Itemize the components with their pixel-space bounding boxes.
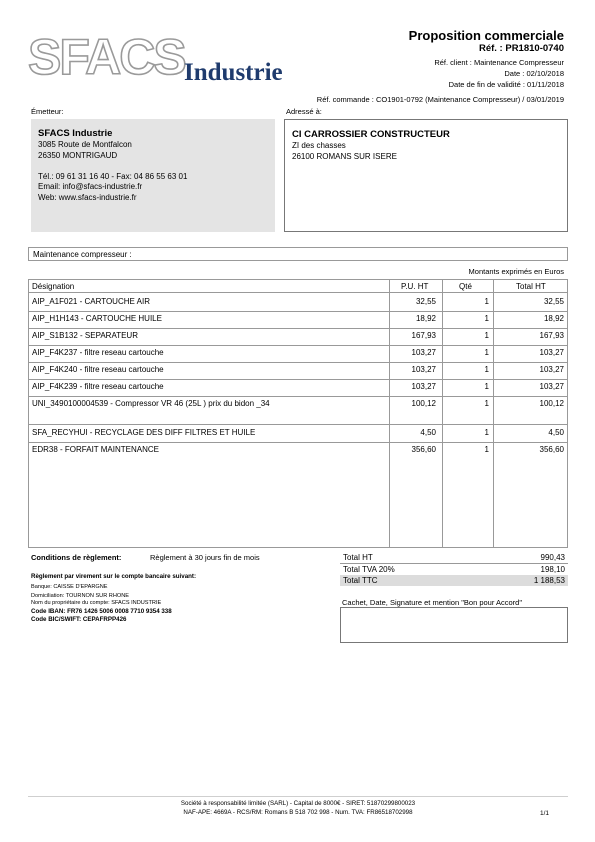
recipient-address-line1: ZI des chasses <box>292 141 346 150</box>
column-separator <box>389 280 390 547</box>
row-quantity: 1 <box>484 297 489 306</box>
row-unit-price: 18,92 <box>415 314 436 323</box>
bank-name: Banque: CAISSE D'EPARGNE <box>31 584 108 590</box>
company-logo <box>28 29 318 90</box>
total-ttc-label: Total TTC <box>343 576 378 585</box>
row-designation: UNI_3490100004539 - Compressor VR 46 (25L ) prix du bidon _34 <box>32 399 270 408</box>
row-quantity: 1 <box>484 314 489 323</box>
recipient-label: Adressé à: <box>286 107 322 116</box>
emitter-phone: Tél.: 09 61 31 16 40 - Fax: 04 86 55 63 01 <box>38 171 188 181</box>
footer-divider <box>28 796 568 797</box>
row-total: 103,27 <box>539 365 564 374</box>
total-tva-row <box>340 564 568 575</box>
total-ht-row <box>340 552 568 563</box>
row-unit-price: 32,55 <box>415 297 436 306</box>
iban-code: Code IBAN: FR76 1426 5006 0008 7710 9354 338 <box>31 608 172 615</box>
emitter-address-line2: 26350 MONTRIGAUD <box>38 150 118 160</box>
row-quantity: 1 <box>484 428 489 437</box>
row-divider <box>29 328 567 329</box>
emitter-block <box>31 119 275 232</box>
total-ht-label: Total HT <box>343 553 373 562</box>
header-total: Total HT <box>516 282 546 291</box>
payment-conditions-value: Règlement à 30 jours fin de mois <box>150 553 260 562</box>
recipient-address-line2: 26100 ROMANS SUR ISERE <box>292 151 397 161</box>
row-quantity: 1 <box>484 399 489 408</box>
row-total: 32,55 <box>543 297 564 306</box>
row-designation: AIP_F4K240 - filtre reseau cartouche <box>32 365 164 374</box>
signature-label: Cachet, Date, Signature et mention "Bon pour Accord" <box>342 598 523 607</box>
row-unit-price: 103,27 <box>411 365 436 374</box>
row-designation: AIP_F4K239 - filtre reseau cartouche <box>32 382 164 391</box>
bank-domiciliation: Domiciliation: TOURNON SUR RHONE <box>31 593 130 599</box>
row-total: 18,92 <box>543 314 564 323</box>
logo-sub-text: Industrie <box>184 59 283 86</box>
row-total: 4,50 <box>548 428 564 437</box>
column-separator <box>442 280 443 547</box>
page-number: 1/1 <box>539 810 549 817</box>
items-table <box>28 279 568 548</box>
header-designation: Désignation <box>32 282 75 291</box>
payment-conditions-label: Conditions de règlement: <box>31 553 122 562</box>
row-designation: AIP_A1F021 - CARTOUCHE AIR <box>32 297 150 306</box>
recipient-name: CI CARROSSIER CONSTRUCTEUR <box>292 129 450 140</box>
logo-brand-text: SFACS <box>28 29 185 85</box>
row-divider <box>29 345 567 346</box>
emitter-web: Web: www.sfacs-industrie.fr <box>38 193 137 203</box>
row-designation: AIP_S1B132 - SEPARATEUR <box>32 331 138 340</box>
client-reference: Réf. client : Maintenance Compresseur <box>434 58 564 67</box>
validity-date: Date de fin de validité : 01/11/2018 <box>448 80 564 89</box>
document-date: Date : 02/10/2018 <box>504 69 564 78</box>
row-total: 356,60 <box>539 445 564 454</box>
header-quantity: Qté <box>459 282 472 291</box>
row-total: 100,12 <box>539 399 564 408</box>
row-divider <box>29 424 567 425</box>
row-designation: SFA_RECYHUI - RECYCLAGE DES DIFF FILTRES ET HUILE <box>32 428 256 437</box>
row-divider <box>29 379 567 380</box>
row-divider <box>29 442 567 443</box>
total-ttc-row <box>340 575 568 586</box>
emitter-label: Émetteur: <box>31 107 64 116</box>
order-reference: Réf. commande : CO1901-0792 (Maintenance Compresseur) / 03/01/2019 <box>316 95 564 104</box>
row-quantity: 1 <box>484 331 489 340</box>
row-quantity: 1 <box>484 365 489 374</box>
row-designation: AIP_H1H143 - CARTOUCHE HUILE <box>32 314 162 323</box>
emitter-email: Email: info@sfacs-industrie.fr <box>38 182 143 192</box>
header-unit-price: P.U. HT <box>401 282 429 291</box>
row-divider <box>29 396 567 397</box>
footer-legal-line2: NAF-APE: 4669A - RCS/RM: Romans B 518 702 998 - Num. TVA: FR86518702998 <box>183 809 413 816</box>
subject-line: Maintenance compresseur : <box>28 247 568 261</box>
row-total: 167,93 <box>539 331 564 340</box>
row-divider <box>29 311 567 312</box>
table-header <box>29 280 567 293</box>
emitter-name: SFACS Industrie <box>38 128 113 139</box>
row-unit-price: 4,50 <box>420 428 436 437</box>
document-reference: Réf. : PR1810-0740 <box>478 43 564 54</box>
row-designation: EDR38 - FORFAIT MAINTENANCE <box>32 445 159 454</box>
bic-code: Code BIC/SWIFT: CEPAFRPP426 <box>31 616 127 623</box>
row-unit-price: 103,27 <box>411 348 436 357</box>
row-quantity: 1 <box>484 348 489 357</box>
column-separator <box>493 280 494 547</box>
footer-legal-line1: Société à responsabilité limitée (SARL) - Capital de 8000€ - SIRET: 51870299800023 <box>180 800 416 807</box>
row-total: 103,27 <box>539 382 564 391</box>
row-unit-price: 100,12 <box>411 399 436 408</box>
signature-box[interactable] <box>340 607 568 643</box>
document-title: Proposition commerciale <box>408 28 564 43</box>
row-designation: AIP_F4K237 - filtre reseau cartouche <box>32 348 164 357</box>
row-unit-price: 167,93 <box>411 331 436 340</box>
emitter-address-line1: 3085 Route de Montfalcon <box>38 140 132 149</box>
total-ttc-value: 1 188,53 <box>533 576 565 585</box>
currency-note: Montants exprimés en Euros <box>468 267 564 276</box>
total-tva-value: 198,10 <box>540 565 565 574</box>
row-quantity: 1 <box>484 382 489 391</box>
row-unit-price: 103,27 <box>411 382 436 391</box>
row-unit-price: 356,60 <box>411 445 436 454</box>
total-ht-value: 990,43 <box>540 553 565 562</box>
total-tva-label: Total TVA 20% <box>343 565 395 574</box>
recipient-block <box>284 119 568 232</box>
bank-transfer-heading: Règlement par virement sur le compte bancaire suivant: <box>31 573 197 580</box>
row-quantity: 1 <box>484 445 489 454</box>
account-owner: Nom du propriétaire du compte: SFACS INDUSTRIE <box>31 600 162 606</box>
row-total: 103,27 <box>539 348 564 357</box>
row-divider <box>29 362 567 363</box>
